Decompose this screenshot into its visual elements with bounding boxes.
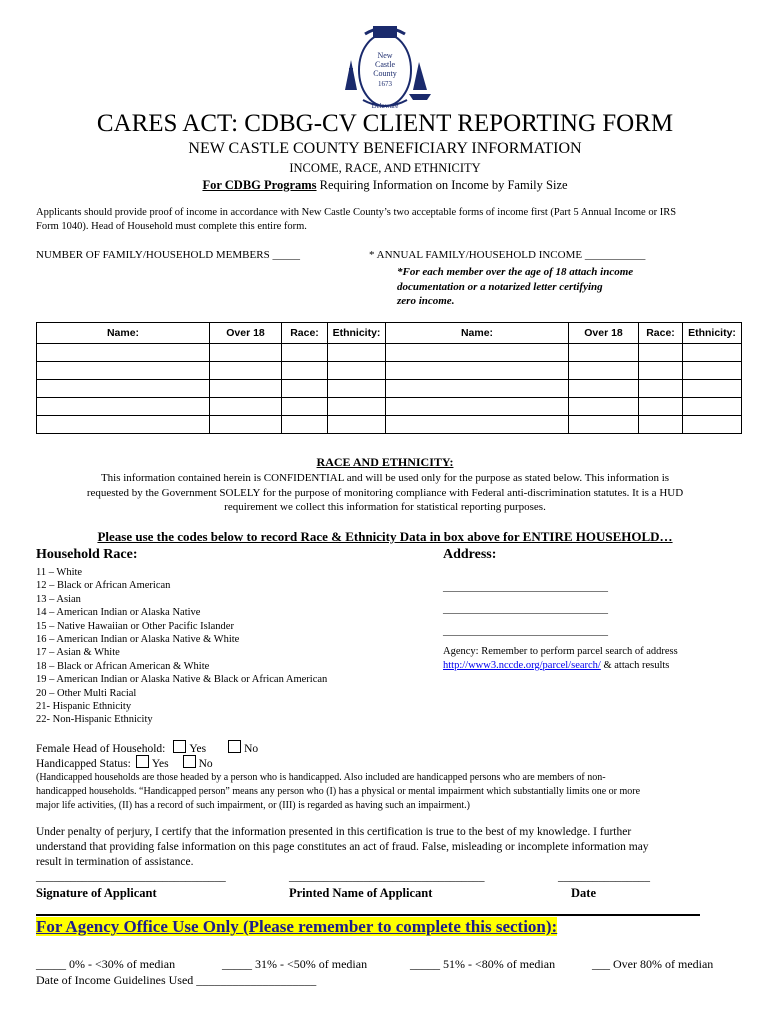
income-note-line-1: *For each member over the age of 18 attach income: [397, 266, 634, 278]
female-head-row: [36, 740, 258, 755]
table-cell[interactable]: [282, 416, 328, 434]
printed-name-label: Printed Name of Applicant: [289, 886, 433, 900]
race-ethnicity-heading: RACE AND ETHNICITY:: [316, 455, 454, 469]
table-cell[interactable]: [37, 362, 210, 380]
handicap-note-2: handicapped households. “Handicapped person” means any person who (I) has a physical or mental impairment which substantially limits one or more: [36, 786, 641, 797]
svg-text:Delaware: Delaware: [371, 102, 399, 110]
col-header-name: Name:: [37, 323, 210, 344]
col-header-over18: Over 18: [210, 323, 282, 344]
table-cell[interactable]: [683, 398, 742, 416]
members-count-field[interactable]: NUMBER OF FAMILY/HOUSEHOLD MEMBERS _____: [36, 249, 300, 261]
race-code-item: 14 – American Indian or Alaska Native: [36, 607, 201, 619]
female-head-yes-checkbox[interactable]: [173, 740, 186, 753]
handicapped-no-label: No: [198, 758, 213, 770]
table-cell[interactable]: [569, 344, 639, 362]
table-cell[interactable]: [210, 398, 282, 416]
handicapped-label: Handicapped Status:: [36, 758, 131, 770]
svg-text:1673: 1673: [378, 80, 392, 88]
table-cell[interactable]: [386, 362, 569, 380]
table-cell[interactable]: [282, 398, 328, 416]
county-seal: [335, 20, 435, 112]
race-code-item: 13 – Asian: [36, 593, 81, 605]
address-line-1[interactable]: ______________________________: [443, 581, 608, 593]
range-over-80[interactable]: ___ Over 80% of median: [592, 957, 714, 971]
table-cell[interactable]: [37, 398, 210, 416]
household-members-table: [36, 322, 742, 434]
table-cell[interactable]: [639, 398, 683, 416]
income-note: [397, 265, 633, 309]
address-line-3[interactable]: ______________________________: [443, 625, 608, 637]
race-code-item: 22- Non-Hispanic Ethnicity: [36, 714, 153, 726]
address-line-2[interactable]: ______________________________: [443, 603, 608, 615]
agency-heading-text: For Agency Office Use Only (Please remember to complete this section):: [36, 917, 558, 936]
female-head-yes-label: Yes: [189, 743, 207, 755]
col-header-ethnicity: Ethnicity:: [328, 323, 386, 344]
address-label: Address:: [443, 547, 497, 562]
handicap-note-3: major life activities, (II) has a record of such impairment, or (III) is regarded as having such an impairment.): [36, 800, 471, 811]
female-head-no-checkbox[interactable]: [228, 740, 241, 753]
col-header-race: Race:: [282, 323, 328, 344]
table-cell[interactable]: [386, 344, 569, 362]
table-cell[interactable]: [37, 344, 210, 362]
intro-line-2: Form 1040). Head of Household must complete this entire form.: [36, 221, 307, 232]
table-cell[interactable]: [386, 416, 569, 434]
cert-line-1: Under penalty of perjury, I certify that the information presented in this certification is true to the best of my knowledge. I further: [36, 826, 632, 838]
race-code-item: 18 – Black or African American & White: [36, 660, 210, 672]
agency-note-line: Agency: Remember to perform parcel search of address: [443, 646, 678, 657]
col-header-over18-2: Over 18: [569, 323, 639, 344]
table-cell[interactable]: [569, 362, 639, 380]
table-cell[interactable]: [328, 362, 386, 380]
household-race-label: Household Race:: [36, 547, 138, 562]
race-codes-list: [36, 566, 327, 727]
svg-text:Castle: Castle: [375, 60, 395, 69]
table-cell[interactable]: [328, 344, 386, 362]
table-cell[interactable]: [37, 380, 210, 398]
income-note-line-3: zero income.: [397, 295, 455, 307]
cert-line-3: result in termination of assistance.: [36, 856, 194, 868]
table-row: [37, 416, 742, 434]
table-cell[interactable]: [639, 380, 683, 398]
form-title: CARES ACT: CDBG-CV CLIENT REPORTING FORM: [96, 110, 674, 137]
female-head-label: Female Head of Household:: [36, 743, 166, 755]
female-head-no-label: No: [244, 743, 259, 755]
confidential-line-3: requirement we collect this information for statistical reporting purposes.: [224, 501, 546, 513]
guidelines-date-field[interactable]: Date of Income Guidelines Used ____________________: [36, 973, 317, 987]
col-header-name-2: Name:: [386, 323, 569, 344]
handicapped-yes-checkbox[interactable]: [136, 755, 149, 768]
table-cell[interactable]: [282, 362, 328, 380]
table-cell[interactable]: [683, 416, 742, 434]
table-cell[interactable]: [210, 380, 282, 398]
race-code-item: 17 – Asian & White: [36, 647, 120, 659]
table-cell[interactable]: [639, 362, 683, 380]
table-body: [37, 344, 742, 434]
col-header-race-2: Race:: [639, 323, 683, 344]
table-cell[interactable]: [639, 344, 683, 362]
race-code-item: 15 – Native Hawaiian or Other Pacific Islander: [36, 620, 234, 632]
parcel-search-link[interactable]: http://www3.nccde.org/parcel/search/: [443, 660, 601, 671]
race-code-item: 21- Hispanic Ethnicity: [36, 701, 132, 713]
cdbg-programs-label: For CDBG Programs: [202, 178, 317, 192]
signature-label: Signature of Applicant: [36, 886, 157, 900]
table-cell[interactable]: [210, 344, 282, 362]
table-cell[interactable]: [683, 344, 742, 362]
form-subtitle: NEW CASTLE COUNTY BENEFICIARY INFORMATION: [188, 140, 582, 157]
table-cell[interactable]: [328, 398, 386, 416]
table-cell[interactable]: [569, 416, 639, 434]
range-31-50[interactable]: _____ 31% - <50% of median: [222, 957, 368, 971]
table-cell[interactable]: [683, 380, 742, 398]
table-row: [37, 362, 742, 380]
signature-line[interactable]: _________________________________: [36, 871, 226, 883]
table-header-row: [37, 323, 742, 344]
intro-line-1: Applicants should provide proof of income in accordance with New Castle County’s two acceptable forms of income first (Part 5 Annual Income or IRS: [36, 207, 677, 218]
certification-text: [36, 825, 741, 870]
race-code-item: 12 – Black or African American: [36, 580, 171, 592]
col-header-ethnicity-2: Ethnicity:: [683, 323, 742, 344]
table-cell[interactable]: [328, 380, 386, 398]
codes-instruction: Please use the codes below to record Race & Ethnicity Data in box above for ENTIRE HOUSEHOLD…: [97, 529, 673, 544]
annual-income-field[interactable]: * ANNUAL FAMILY/HOUSEHOLD INCOME ___________: [369, 249, 646, 261]
table-cell[interactable]: [282, 344, 328, 362]
table-cell[interactable]: [569, 380, 639, 398]
agency-note: [443, 645, 678, 673]
section-divider: [36, 914, 700, 916]
table-row: [37, 344, 742, 362]
range-51-80[interactable]: _____ 51% - <80% of median: [410, 957, 556, 971]
table-cell[interactable]: [37, 416, 210, 434]
handicap-definition: [36, 771, 741, 813]
confidential-line-1: This information contained herein is CONFIDENTIAL and will be used only for the purpose as stated below. This information is: [100, 472, 670, 484]
race-code-item: 20 – Other Multi Racial: [36, 687, 137, 699]
form-subtitle-2: INCOME, RACE, AND ETHNICITY: [289, 161, 481, 175]
printed-name-line[interactable]: __________________________________: [289, 871, 485, 883]
income-note-line-2: documentation or a notarized letter certifying: [397, 280, 603, 293]
date-label: Date: [571, 886, 596, 900]
subtitle3-rest: Requiring Information on Income by Family Size: [316, 178, 568, 192]
cert-line-2: understand that providing false information on this page constitutes an act of fraud. False, misleading or incomplete information may: [36, 841, 649, 853]
agency-note-suffix: & attach results: [600, 660, 670, 671]
svg-text:New: New: [377, 51, 393, 60]
intro-text: [36, 206, 741, 234]
range-0-30[interactable]: _____ 0% - <30% of median: [36, 957, 176, 971]
confidential-notice: [30, 471, 740, 515]
table-cell[interactable]: [210, 416, 282, 434]
table-row: [37, 398, 742, 416]
agency-heading: [36, 917, 557, 937]
table-cell[interactable]: [683, 362, 742, 380]
table-cell[interactable]: [386, 398, 569, 416]
race-code-item: 16 – American Indian or Alaska Native & White: [36, 634, 240, 646]
date-line[interactable]: ________________: [558, 871, 650, 883]
handicapped-row: [36, 755, 213, 770]
race-code-item: 19 – American Indian or Alaska Native & Black or African American: [36, 674, 328, 686]
table-cell[interactable]: [569, 398, 639, 416]
handicapped-no-checkbox[interactable]: [183, 755, 196, 768]
race-code-item: 11 – White: [36, 567, 83, 578]
handicap-note-1: (Handicapped households are those headed by a person who is handicapped. Also included are handicapped persons who are members of non-: [36, 772, 606, 783]
address-lines: [443, 576, 608, 642]
handicapped-yes-label: Yes: [151, 758, 169, 770]
confidential-line-2: requested by the Government SOLELY for the purpose of monitoring compliance with Federal anti-discrimination statutes. It is a HUD: [86, 486, 684, 499]
table-cell[interactable]: [639, 416, 683, 434]
svg-text:County: County: [373, 69, 397, 78]
table-row: [37, 380, 742, 398]
form-subtitle-3: [0, 178, 770, 193]
table-cell[interactable]: [282, 380, 328, 398]
table-cell[interactable]: [328, 416, 386, 434]
table-cell[interactable]: [210, 362, 282, 380]
table-cell[interactable]: [386, 380, 569, 398]
